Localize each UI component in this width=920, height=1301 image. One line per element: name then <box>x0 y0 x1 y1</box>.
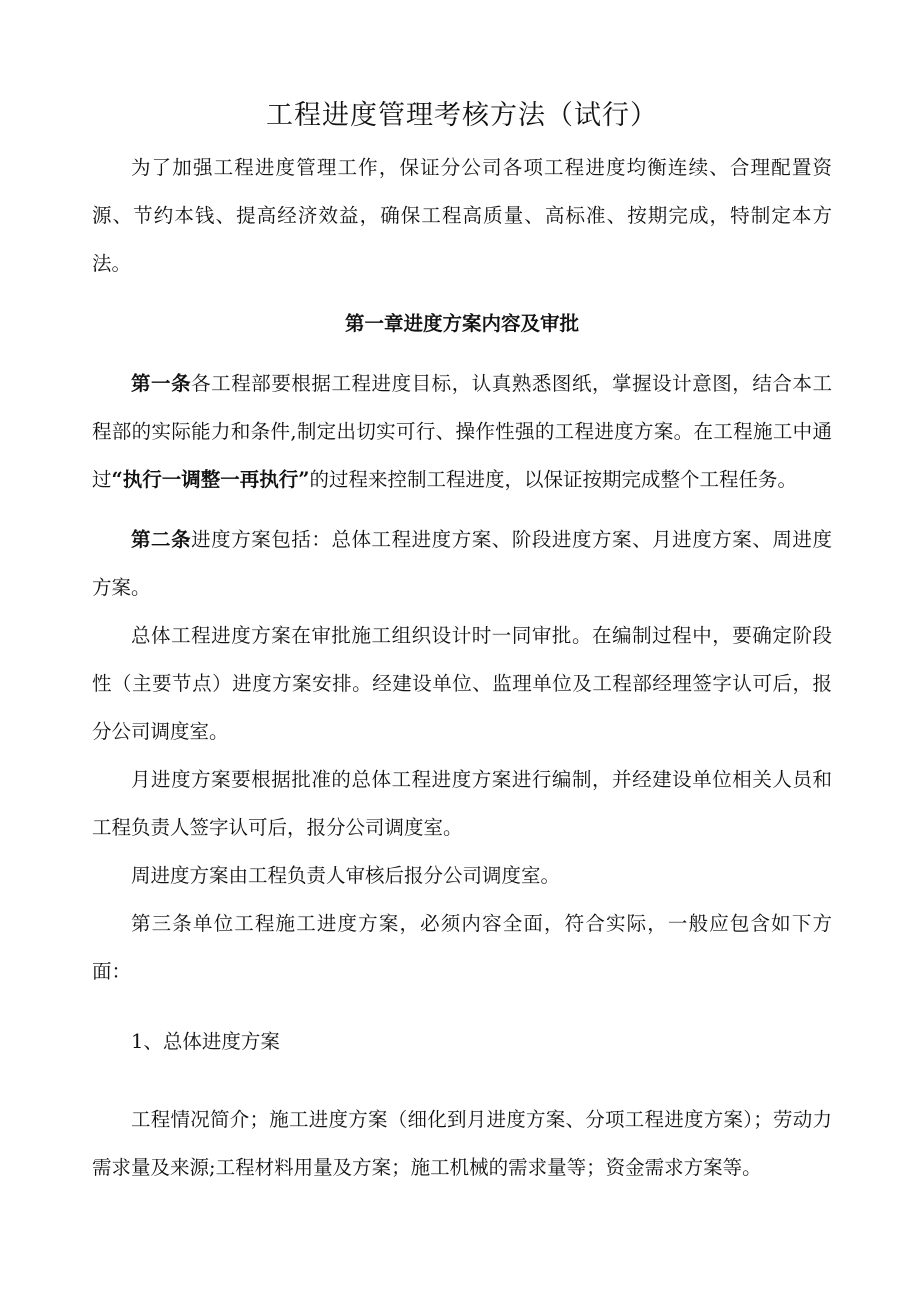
article-2-label: 第二条 <box>131 528 192 551</box>
spacer <box>92 504 832 516</box>
article-1-label: 第一条 <box>131 372 192 395</box>
article-2-paragraph <box>92 516 832 612</box>
chapter-heading: 第一章进度方案内容及审批 <box>344 312 579 335</box>
article-1-text-b: 的过程来控制工程进度，以保证按期完成整个工程任务。 <box>309 468 797 491</box>
spacer <box>92 348 832 360</box>
item-1-heading: 1、总体进度方案 <box>131 1030 280 1053</box>
document-title: 工程进度管理考核方法（试行） <box>266 100 658 131</box>
spacer <box>92 996 832 1018</box>
monthly-plan-paragraph: 月进度方案要根据批准的总体工程进度方案进行编制，并经建设单位相关人员和工程负责人签字认可后，报分公司调度室。 <box>92 768 832 839</box>
article-1-text-a: 各工程部要根据工程进度目标，认真熟悉图纸，掌握设计意图，结合本工程部的实际能力和条件,制定出切实可行、操作性强的工程进度方案。在工程施工中通过 <box>92 372 832 491</box>
item-1-body: 工程情况简介；施工进度方案（细化到月进度方案、分项工程进度方案）；劳动力需求量及来源;工程材料用量及方案；施工机械的需求量等；资金需求方案等。 <box>92 1108 832 1179</box>
intro-paragraph: 为了加强工程进度管理工作，保证分公司各项工程进度均衡连续、合理配置资源、节约本钱、提高经济效益，确保工程高质量、高标准、按期完成，特制定本方法。 <box>92 156 832 275</box>
spacer <box>92 1066 832 1096</box>
article-2-text: 进度方案包括：总体工程进度方案、阶段进度方案、月进度方案、周进度方案。 <box>92 528 832 599</box>
article-1-paragraph <box>92 360 832 504</box>
article-3-paragraph: 第三条单位工程施工进度方案，必须内容全面，符合实际，一般应包含如下方面： <box>92 912 832 983</box>
overall-plan-paragraph: 总体工程进度方案在审批施工组织设计时一同审批。在编制过程中，要确定阶段性（主要节点）进度方案安排。经建设单位、监理单位及工程部经理签字认可后，报分公司调度室。 <box>92 624 832 743</box>
weekly-plan-paragraph: 周进度方案由工程负责人审核后报分公司调度室。 <box>131 864 561 887</box>
article-1-emphasis: “执行一调整一再执行” <box>111 468 310 491</box>
spacer <box>92 288 832 300</box>
document-page <box>92 96 832 1192</box>
